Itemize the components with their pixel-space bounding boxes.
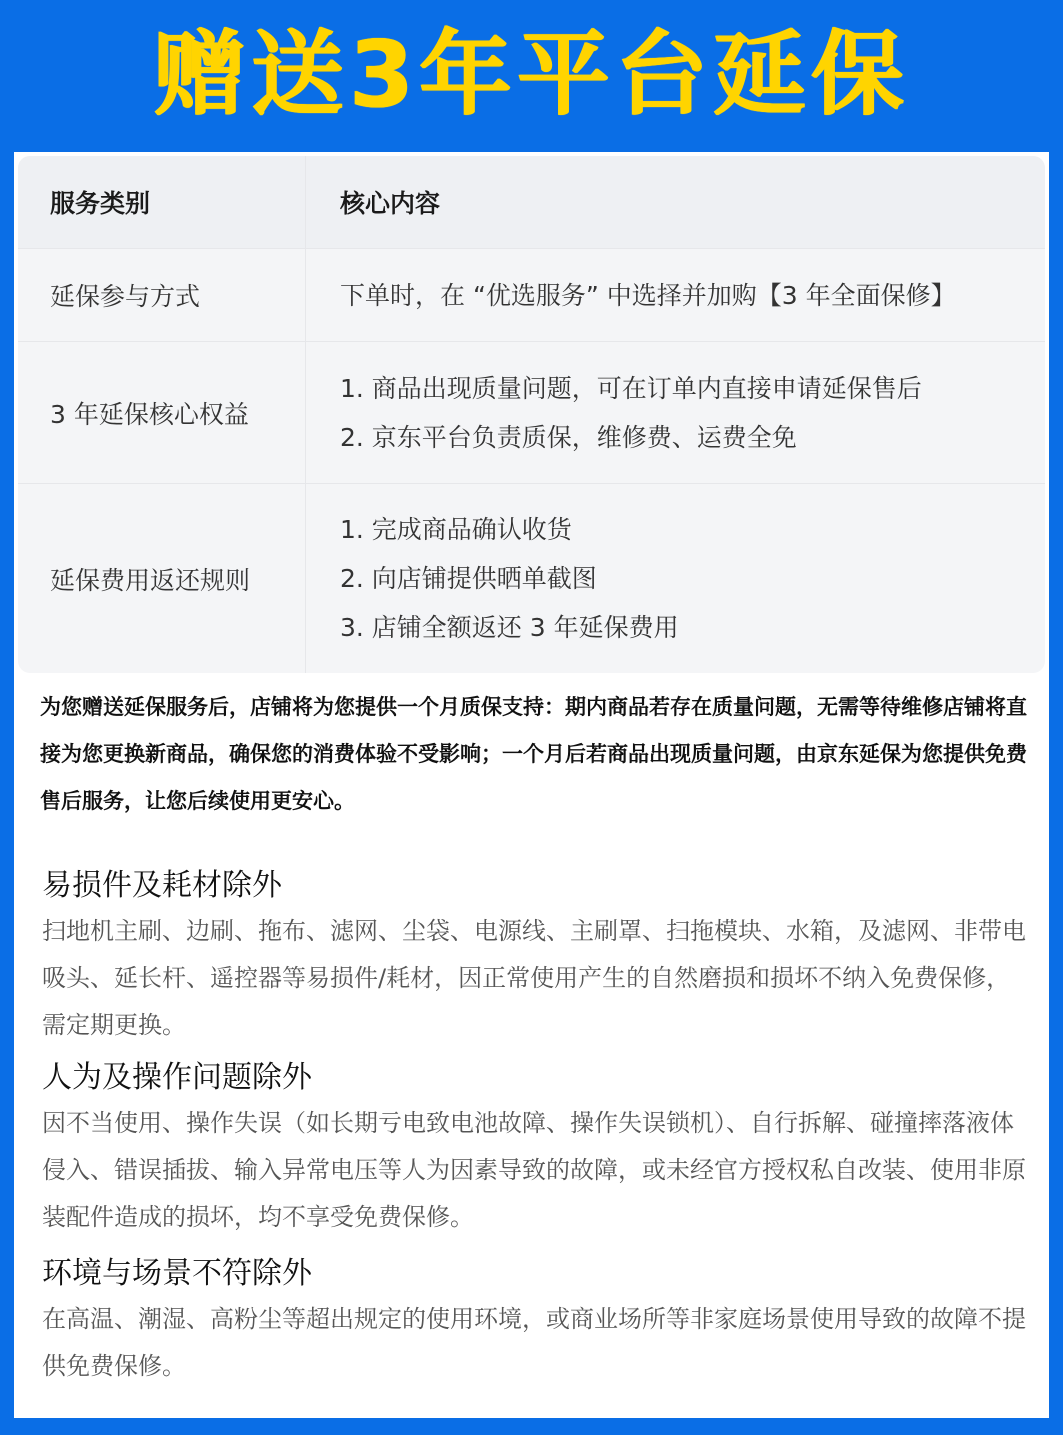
table-cell-line: 2. 向店铺提供晒单截图 (340, 564, 597, 593)
table-cell-category: 延保费用返还规则 (18, 484, 306, 673)
section-body: 扫地机主刷、边刷、拖布、滤网、尘袋、电源线、主刷罩、扫拖模块、水箱，及滤网、非带电吸头、延长杆、遥控器等易损件/耗材，因正常使用产生的自然磨损和损坏不纳入免费保修，需定期更换。 (42, 917, 1026, 1039)
table-cell-content (306, 249, 1045, 341)
table-row (18, 341, 1045, 483)
table-cell-content (306, 342, 1045, 483)
section-body: 因不当使用、操作失误（如长期亏电致电池故障、操作失误锁机）、自行拆解、碰撞摔落液体侵入、错误插拔、输入异常电压等人为因素导致的故障，或未经官方授权私自改装、使用非原装配件造成的损坏，均不享受免费保修。 (42, 1109, 1026, 1231)
warranty-note: 为您赠送延保服务后，店铺将为您提供一个月质保支持：期内商品若存在质量问题，无需等待维修店铺将直接为您更换新商品，确保您的消费体验不受影响；一个月后若商品出现质量问题，由京东延保为您提供免费售后服务，让您后续使用更安心。 (40, 695, 1027, 813)
exclusion-section-consumables (42, 864, 1032, 1049)
table-header-row (18, 156, 1045, 248)
exclusion-section-human-error (42, 1056, 1032, 1241)
table-header-category: 服务类别 (18, 156, 306, 248)
table-row (18, 483, 1045, 673)
service-table (18, 156, 1045, 673)
table-cell-line: 1. 完成商品确认收货 (340, 515, 572, 544)
table-cell-line: 3. 店铺全额返还 3 年延保费用 (340, 613, 679, 642)
table-cell-category: 3 年延保核心权益 (18, 342, 306, 483)
section-title: 环境与场景不符除外 (42, 1256, 312, 1291)
table-row (18, 248, 1045, 341)
table-cell-line: 2. 京东平台负责质保，维修费、运费全免 (340, 422, 797, 452)
content-panel (14, 152, 1049, 1418)
table-cell-category: 延保参与方式 (18, 249, 306, 341)
section-body: 在高温、潮湿、高粉尘等超出规定的使用环境，或商业场所等非家庭场景使用导致的故障不提供免费保修。 (42, 1305, 1026, 1380)
section-title: 易损件及耗材除外 (42, 868, 282, 903)
exclusion-section-environment (42, 1252, 1032, 1390)
section-title: 人为及操作问题除外 (42, 1060, 312, 1095)
banner-title: 赠送3年平台延保 (153, 21, 910, 128)
table-cell-line: 1. 商品出现质量问题，可在订单内直接申请延保售后 (340, 373, 922, 403)
table-cell-line: 下单时，在 “优选服务” 中选择并加购【3 年全面保修】 (340, 280, 956, 310)
table-header-content: 核心内容 (340, 189, 441, 218)
banner (0, 0, 1063, 150)
table-cell-content (306, 484, 1045, 673)
